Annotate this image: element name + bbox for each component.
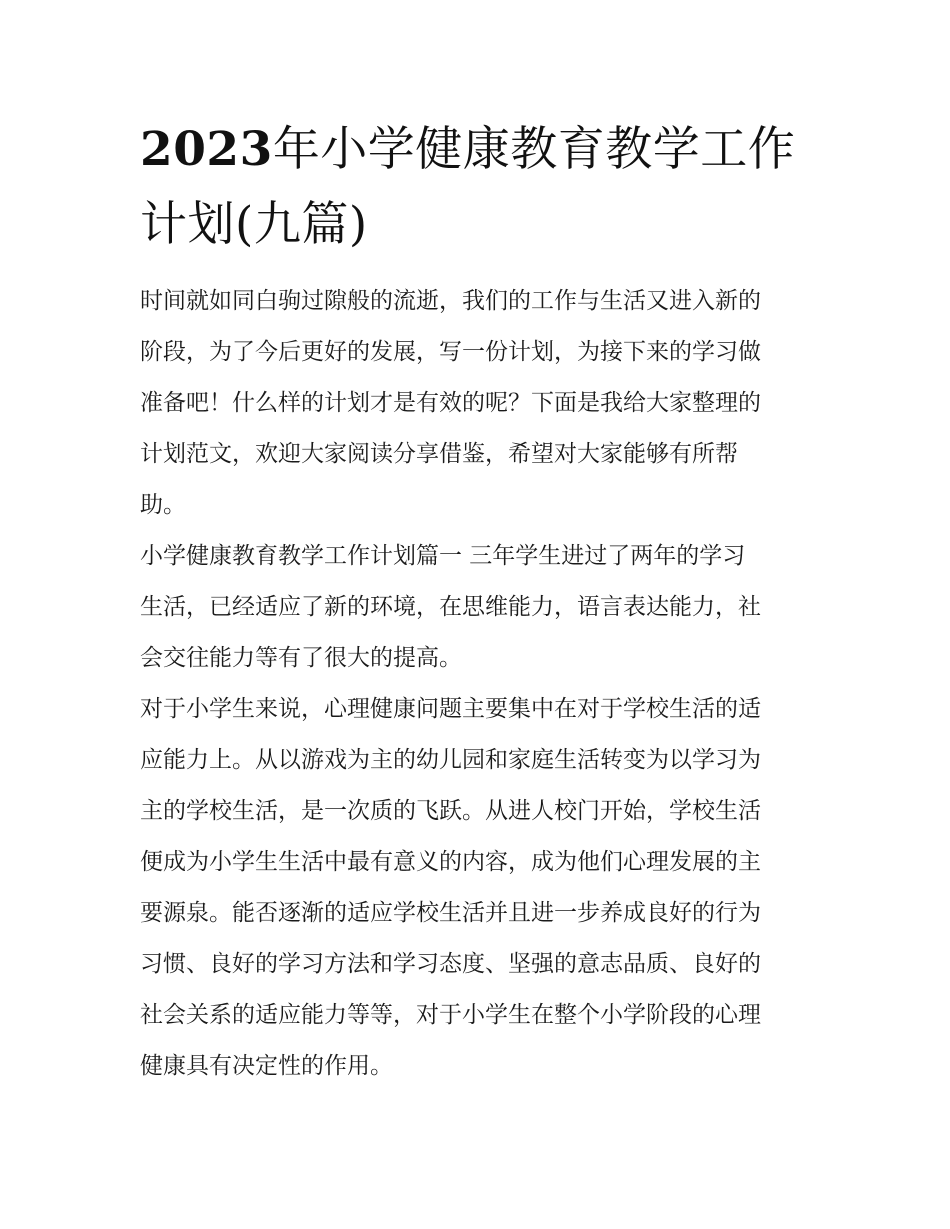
title-year: 2023 xyxy=(140,122,273,177)
section-one-paragraph: 小学健康教育教学工作计划篇一 三年学生进过了两年的学习 生活，已经适应了新的环境，在思维能力，语言表达能力，社 会交往能力等有了很大的提高。 xyxy=(140,543,761,671)
document-content xyxy=(140,112,812,1092)
title-text: 年小学健康教育教学工作 计划(九篇) xyxy=(140,122,796,252)
document-body xyxy=(140,276,812,1092)
document-title xyxy=(140,112,812,262)
mental-health-paragraph: 对于小学生来说，心理健康问题主要集中在对于学校生活的适 应能力上。从以游戏为主的幼儿园和家庭生活转变为以学习为 主的学校生活，是一次质的飞跃。从进人校门开始，学校生活 便成为小学生生活中最有意义的内容，成为他们心理发展的主 要源泉。能否逐渐的适应学校生活并且进一步养成良好的行为 习惯、良好的学习方法和学习态度、坚强的意志品质、良好的 社会关系的适应能力等等，对于小学生在整个小学阶段的心理 健康具有决定性的作用。 xyxy=(140,696,761,1079)
intro-paragraph: 时间就如同白驹过隙般的流逝，我们的工作与生活又进入新的 阶段，为了今后更好的发展，写一份计划，为接下来的学习做 准备吧！什么样的计划才是有效的呢？下面是我给大家整理的 计划范文，欢迎大家阅读分享借鉴，希望对大家能够有所帮 助。 xyxy=(140,288,761,518)
